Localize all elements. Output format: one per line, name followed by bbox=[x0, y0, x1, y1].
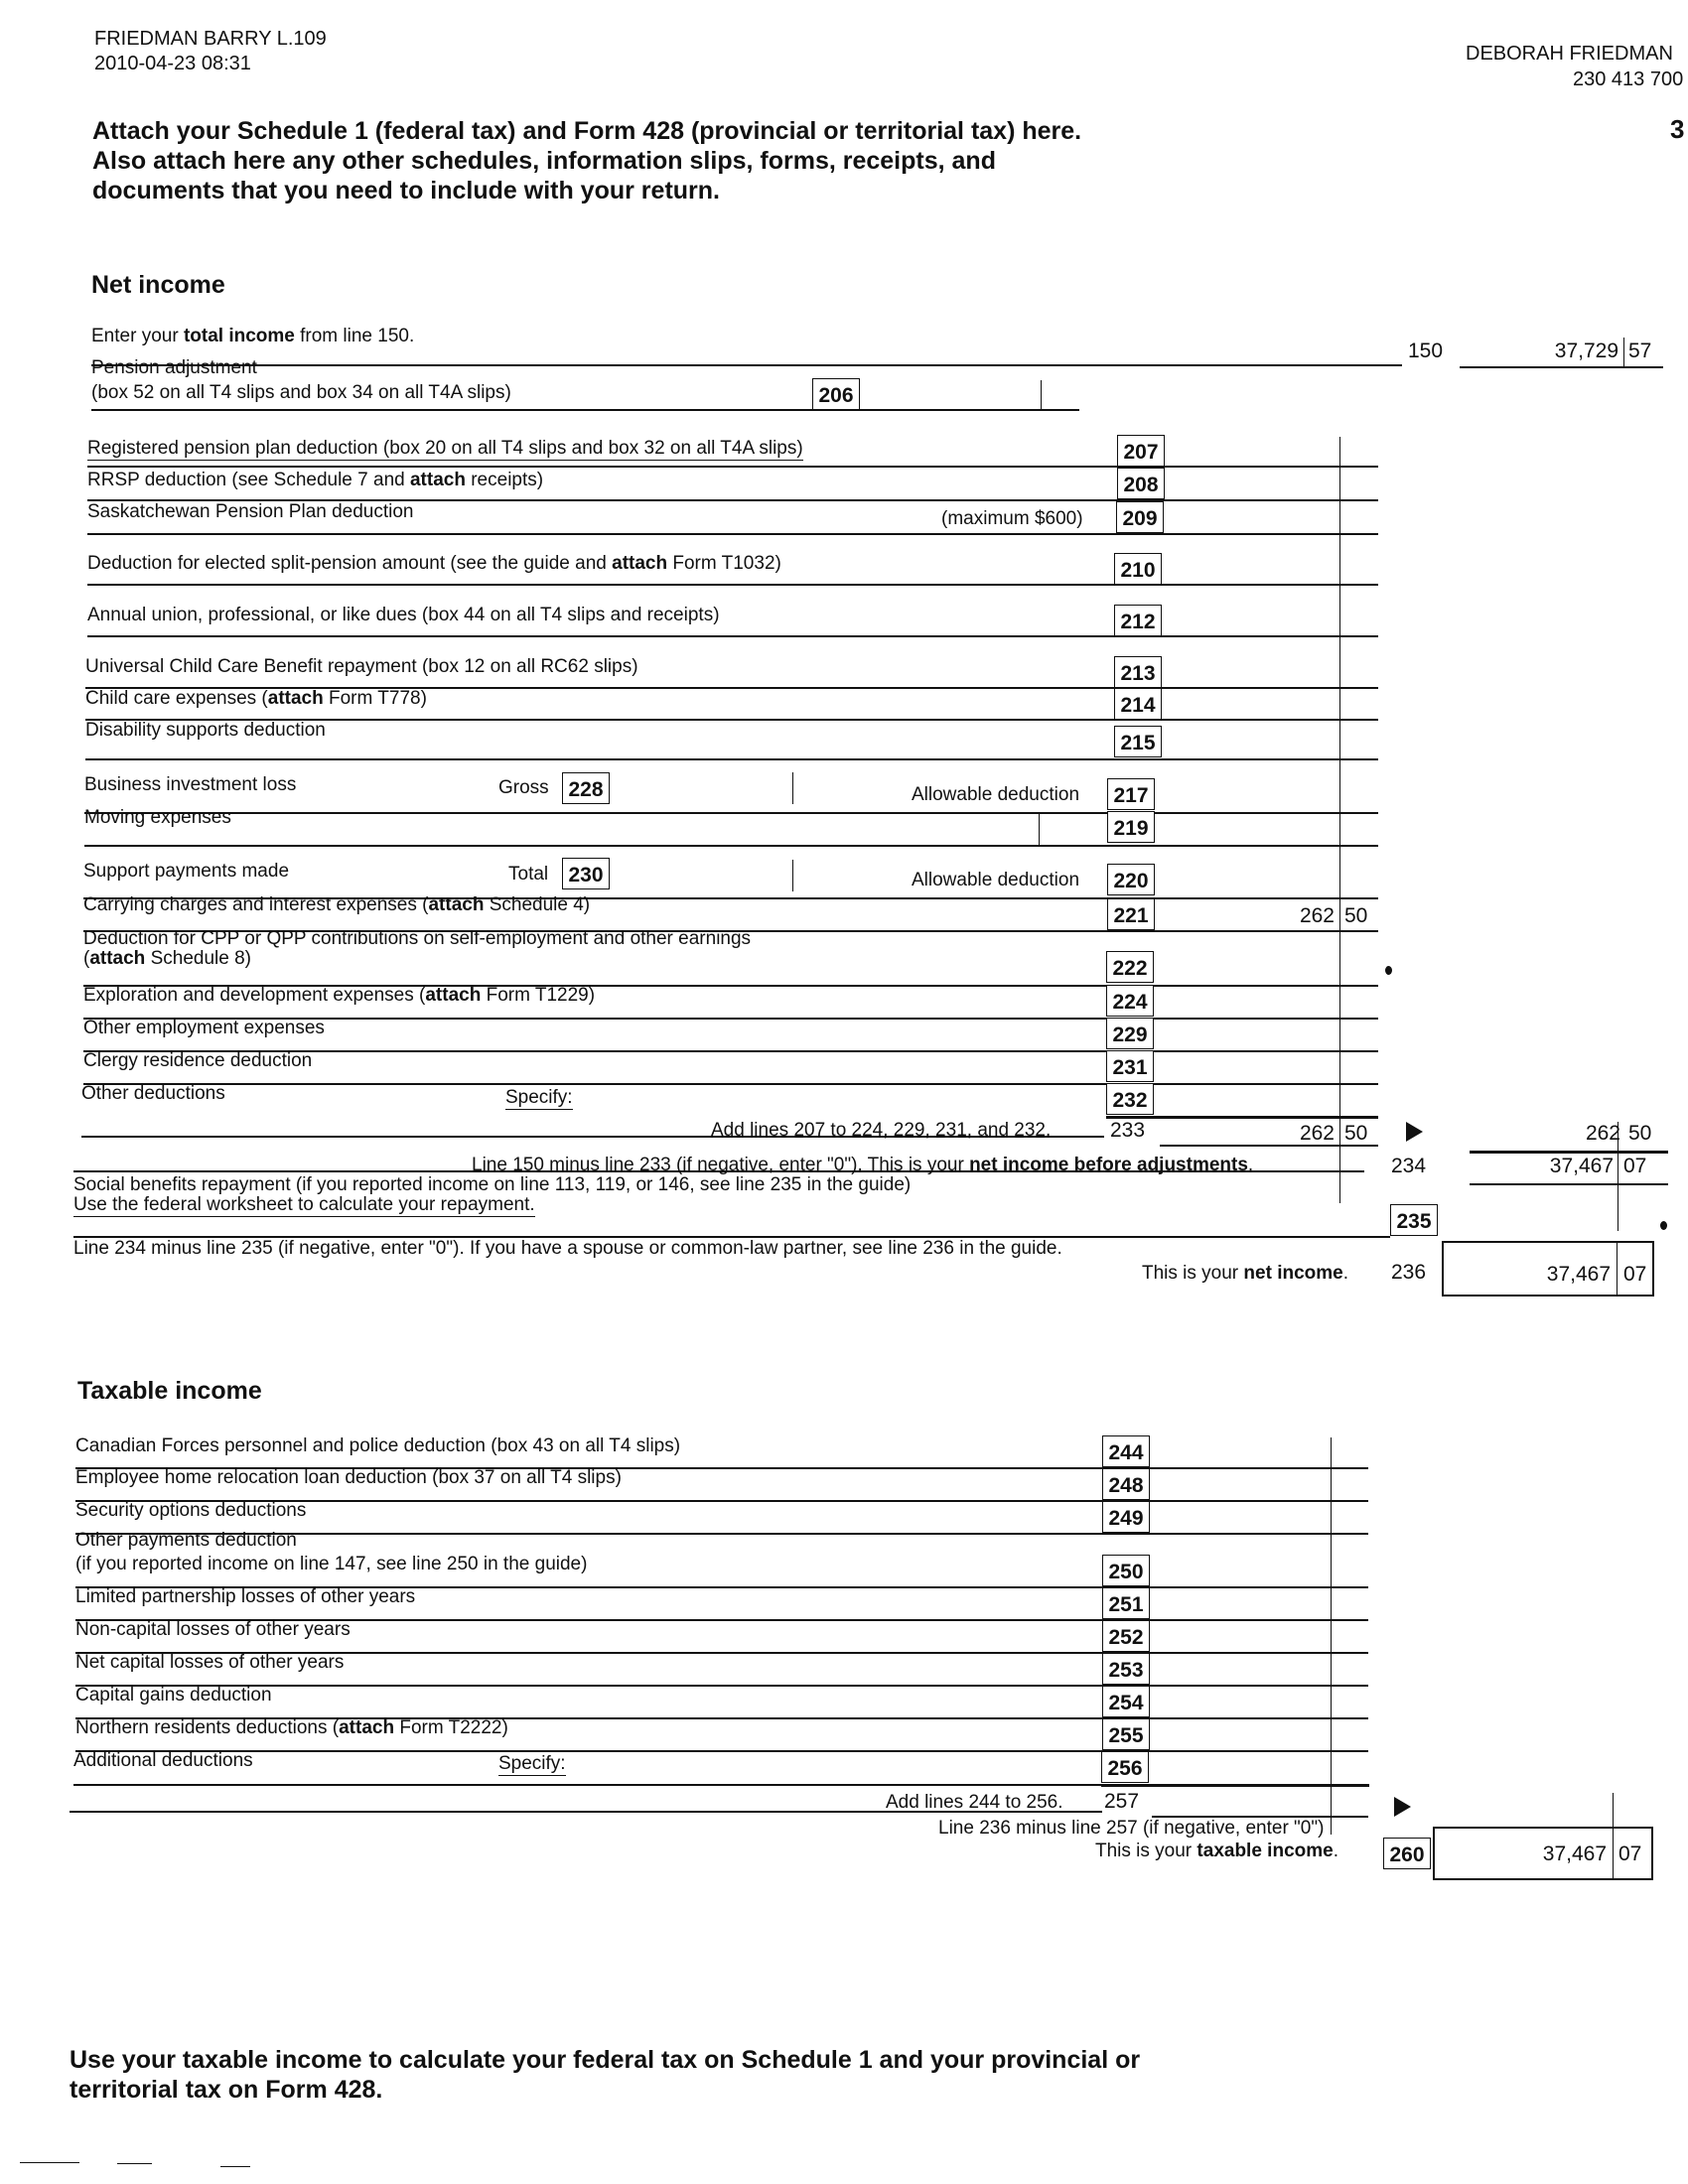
line257-code: 257 bbox=[1104, 1790, 1140, 1813]
line260-label1: Line 236 minus line 257 (if negative, enter "0") bbox=[938, 1818, 1325, 1839]
line220-allowable-label: Allowable deduction bbox=[912, 870, 1080, 890]
line221-code: 221 bbox=[1107, 898, 1155, 930]
line217-allowable-label: Allowable deduction bbox=[912, 784, 1080, 805]
line221-cents[interactable]: 50 bbox=[1344, 904, 1368, 927]
line249-label: Security options deductions bbox=[75, 1500, 307, 1521]
bullet-marker-icon bbox=[1385, 966, 1392, 975]
line209-label: Saskatchewan Pension Plan deduction bbox=[87, 501, 414, 522]
line236-label2: This is your net income. bbox=[1142, 1263, 1349, 1284]
line250-label2: (if you reported income on line 147, see line 250 in the guide) bbox=[75, 1554, 588, 1574]
footer-line2: territorial tax on Form 428. bbox=[70, 2076, 383, 2104]
section-title-taxable-income: Taxable income bbox=[77, 1377, 262, 1405]
line251-label: Limited partnership losses of other years bbox=[75, 1586, 416, 1607]
line248-code: 248 bbox=[1102, 1468, 1150, 1500]
line254-code: 254 bbox=[1102, 1686, 1150, 1717]
line256-code: 256 bbox=[1101, 1751, 1149, 1783]
line233-dollars[interactable]: 262 bbox=[1299, 1122, 1335, 1145]
line215-label: Disability supports deduction bbox=[85, 720, 326, 741]
header-spouse-name: DEBORAH FRIEDMAN bbox=[1466, 43, 1673, 65]
line222-label1: Deduction for CPP or QPP contributions on self-employment and other earnings bbox=[83, 928, 752, 949]
line210-label: Deduction for elected split-pension amount (see the guide and attach Form T1032) bbox=[87, 553, 781, 574]
attach-notice-line3: documents that you need to include with your return. bbox=[92, 177, 720, 205]
line222-code: 222 bbox=[1106, 951, 1154, 983]
line232-code: 232 bbox=[1106, 1083, 1154, 1115]
footer-line1: Use your taxable income to calculate your federal tax on Schedule 1 and your provincial or bbox=[70, 2046, 1141, 2074]
line213-label: Universal Child Care Benefit repayment (box 12 on all RC62 slips) bbox=[85, 656, 638, 677]
line260-dollars[interactable]: 37,467 bbox=[1542, 1843, 1607, 1865]
line217-code: 217 bbox=[1107, 778, 1155, 810]
line260-cents[interactable]: 07 bbox=[1618, 1843, 1642, 1865]
line230-code: 230 bbox=[562, 858, 610, 889]
line233-cents[interactable]: 50 bbox=[1344, 1122, 1368, 1145]
header-taxpayer-id: FRIEDMAN BARRY L.109 bbox=[94, 28, 327, 50]
line254-label: Capital gains deduction bbox=[75, 1685, 272, 1706]
attach-notice-line2: Also attach here any other schedules, information slips, forms, receipts, and bbox=[92, 147, 996, 175]
bullet-marker-icon bbox=[1660, 1221, 1667, 1230]
line244-label: Canadian Forces personnel and police deduction (box 43 on all T4 slips) bbox=[75, 1435, 681, 1456]
line214-label: Child care expenses (attach Form T778) bbox=[85, 688, 427, 709]
attach-notice bbox=[92, 116, 1081, 205]
line244-code: 244 bbox=[1102, 1435, 1150, 1467]
line232-specify-label: Specify: bbox=[505, 1087, 573, 1108]
line229-code: 229 bbox=[1106, 1018, 1154, 1049]
line260-label2: This is your taxable income. bbox=[1095, 1841, 1338, 1861]
line253-label: Net capital losses of other years bbox=[75, 1652, 345, 1673]
line234-cents[interactable]: 07 bbox=[1623, 1155, 1647, 1177]
line221-dollars[interactable]: 262 bbox=[1299, 904, 1335, 927]
line234-code: 234 bbox=[1391, 1155, 1427, 1177]
line253-code: 253 bbox=[1102, 1653, 1150, 1685]
line260-code: 260 bbox=[1383, 1838, 1431, 1869]
line150-code: 150 bbox=[1408, 340, 1444, 362]
page-number: 3 bbox=[1670, 114, 1685, 144]
arrow-right-icon bbox=[1394, 1797, 1411, 1817]
line208-label: RRSP deduction (see Schedule 7 and attach receipts) bbox=[87, 470, 544, 490]
line251-code: 251 bbox=[1102, 1587, 1150, 1619]
line257-label: Add lines 244 to 256. bbox=[886, 1792, 1063, 1813]
line233-right-cents[interactable]: 50 bbox=[1628, 1122, 1652, 1145]
line231-label: Clergy residence deduction bbox=[83, 1050, 313, 1071]
amount-column-divider-2 bbox=[1331, 1437, 1332, 1835]
arrow-right-icon bbox=[1406, 1122, 1423, 1142]
line228-code: 228 bbox=[562, 772, 610, 804]
line234-label: Line 150 minus line 233 (if negative, enter "0"). This is your net income before adjustments. bbox=[472, 1155, 1254, 1175]
line236-code: 236 bbox=[1391, 1261, 1427, 1284]
line213-code: 213 bbox=[1114, 656, 1162, 688]
line236-label1: Line 234 minus line 235 (if negative, enter "0"). If you have a spouse or common-law partner, see line 236 in the guide. bbox=[73, 1238, 1062, 1259]
line206-code: 206 bbox=[812, 378, 860, 410]
line255-label: Northern residents deductions (attach Form T2222) bbox=[75, 1717, 508, 1738]
line209-max-note: (maximum $600) bbox=[941, 508, 1083, 529]
header-timestamp: 2010-04-23 08:31 bbox=[94, 53, 251, 74]
line255-code: 255 bbox=[1102, 1718, 1150, 1750]
line232-label: Other deductions bbox=[81, 1083, 225, 1104]
line231-code: 231 bbox=[1106, 1050, 1154, 1082]
line207-code: 207 bbox=[1117, 435, 1165, 467]
line236-dollars[interactable]: 37,467 bbox=[1546, 1263, 1611, 1286]
line250-code: 250 bbox=[1102, 1555, 1150, 1586]
header-sin: 230 413 700 bbox=[1573, 68, 1684, 90]
line236-cents[interactable]: 07 bbox=[1623, 1263, 1647, 1286]
line220-label: Support payments made bbox=[83, 861, 290, 882]
attach-notice-line1: Attach your Schedule 1 (federal tax) and Form 428 (provincial or territorial tax) here. bbox=[92, 117, 1082, 145]
line206-label1: Pension adjustment bbox=[91, 357, 257, 378]
line212-label: Annual union, professional, or like dues (box 44 on all T4 slips and receipts) bbox=[87, 605, 720, 625]
section-title-net-income: Net income bbox=[91, 271, 225, 299]
line252-label: Non-capital losses of other years bbox=[75, 1619, 351, 1640]
line256-label: Additional deductions bbox=[73, 1750, 253, 1771]
line206-label2: (box 52 on all T4 slips and box 34 on all T4A slips) bbox=[91, 382, 511, 403]
line229-label: Other employment expenses bbox=[83, 1018, 325, 1038]
line248-label: Employee home relocation loan deduction (box 37 on all T4 slips) bbox=[75, 1467, 622, 1488]
line214-code: 214 bbox=[1114, 688, 1162, 720]
line235-label1: Social benefits repayment (if you reported income on line 113, 119, or 146, see line 235 in the guide) bbox=[73, 1174, 912, 1195]
line234-dollars[interactable]: 37,467 bbox=[1549, 1155, 1614, 1177]
line150-dollars[interactable]: 37,729 bbox=[1554, 340, 1618, 362]
line235-code: 235 bbox=[1390, 1204, 1438, 1236]
line224-label: Exploration and development expenses (attach Form T1229) bbox=[83, 985, 596, 1006]
footer-instruction bbox=[70, 2045, 1140, 2105]
line222-label2: (attach Schedule 8) bbox=[83, 948, 251, 969]
line220-total-label: Total bbox=[508, 864, 549, 885]
line219-code: 219 bbox=[1107, 811, 1155, 843]
line215-code: 215 bbox=[1114, 726, 1162, 757]
line209-code: 209 bbox=[1116, 501, 1164, 533]
line217-gross-label: Gross bbox=[498, 777, 549, 798]
line150-cents[interactable]: 57 bbox=[1628, 340, 1652, 362]
line256-specify-label: Specify: bbox=[498, 1753, 566, 1774]
line207-label: Registered pension plan deduction (box 20 on all T4 slips and box 32 on all T4A slips) bbox=[87, 438, 803, 459]
line212-code: 212 bbox=[1114, 605, 1162, 636]
line250-label1: Other payments deduction bbox=[75, 1530, 297, 1551]
line220-code: 220 bbox=[1107, 864, 1155, 895]
line217-label: Business investment loss bbox=[84, 774, 297, 795]
line233-label: Add lines 207 to 224, 229, 231, and 232. bbox=[711, 1120, 1052, 1141]
line221-label: Carrying charges and interest expenses (attach Schedule 4) bbox=[83, 894, 591, 915]
line233-code: 233 bbox=[1110, 1119, 1146, 1142]
amount-column-divider bbox=[1339, 437, 1340, 1203]
line224-code: 224 bbox=[1106, 985, 1154, 1017]
line150-label: Enter your total income from line 150. bbox=[91, 326, 415, 346]
line210-code: 210 bbox=[1114, 553, 1162, 585]
line249-code: 249 bbox=[1102, 1501, 1150, 1533]
line235-label2: Use the federal worksheet to calculate your repayment. bbox=[73, 1194, 535, 1215]
line252-code: 252 bbox=[1102, 1620, 1150, 1652]
line208-code: 208 bbox=[1117, 468, 1165, 499]
line219-label: Moving expenses bbox=[84, 807, 231, 828]
line233-right-dollars[interactable]: 262 bbox=[1585, 1122, 1620, 1145]
